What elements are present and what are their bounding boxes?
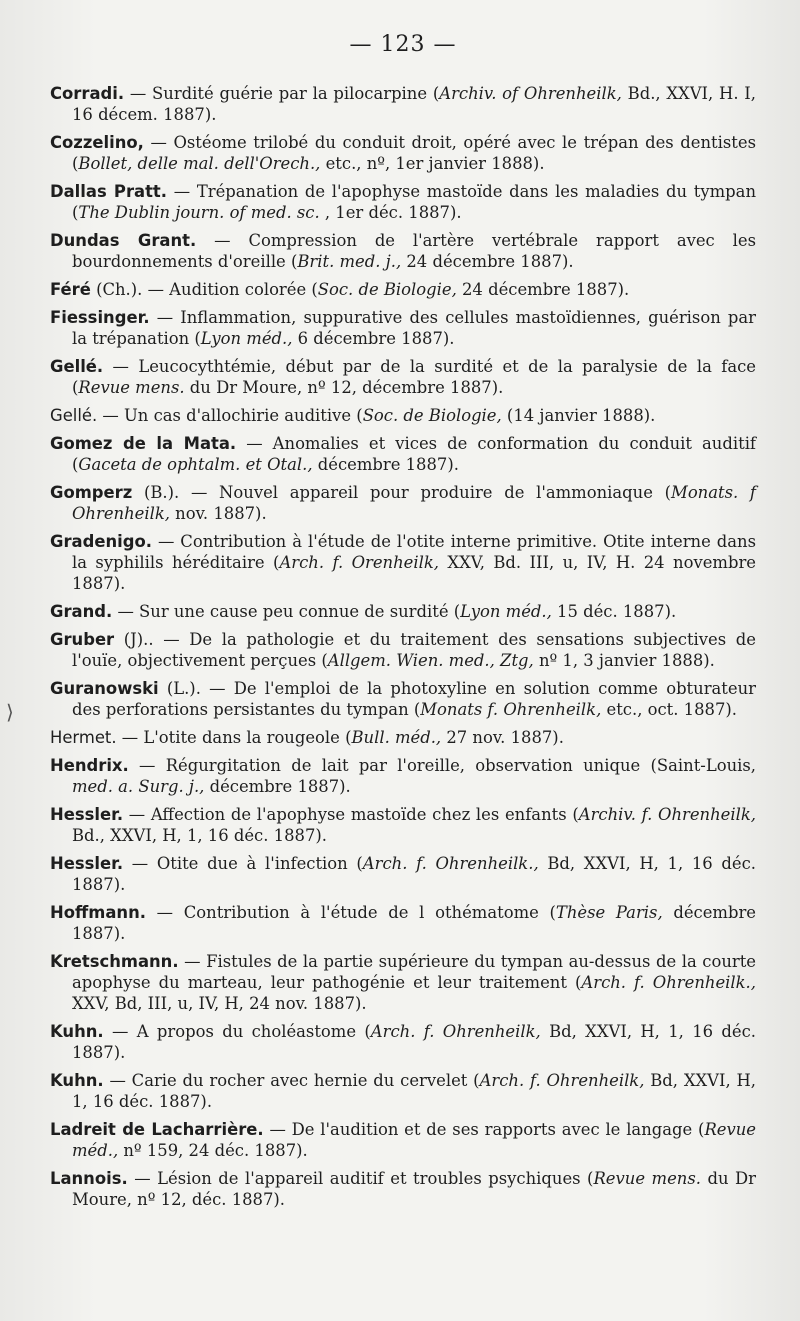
bibliography-entry: [50, 804, 756, 846]
entry-title: — Contribution à l'étude de l othématome (: [145, 903, 556, 922]
entry-author: Gradenigo.: [50, 532, 152, 551]
bibliography-entry: [50, 132, 756, 174]
entry-source: Lyon méd.,: [200, 329, 293, 348]
bibliography-entry: [50, 1070, 756, 1112]
entry-source: Archiv. of Ohrenheilk,: [439, 84, 622, 103]
bibliography-entry: [50, 1021, 756, 1063]
entry-title: — Carie du rocher avec hernie du cervelet (: [103, 1071, 480, 1090]
bibliography-entry: [50, 307, 756, 349]
entry-author: Gruber: [50, 630, 115, 649]
bibliography-entry: [50, 356, 756, 398]
entry-details: 27 nov. 1887).: [441, 728, 564, 747]
entry-source: Arch. f. Ohrenheilk.,: [581, 973, 756, 992]
entry-author: Gellé.: [50, 406, 98, 425]
entry-title: — Régurgitation de lait par l'oreille, observation unique (Saint-Louis,: [128, 756, 756, 775]
bibliography-list: [50, 83, 756, 1210]
entry-author: Kretschmann.: [50, 952, 179, 971]
entry-source: Soc. de Biologie,: [317, 280, 457, 299]
entry-details: etc., nº, 1er janvier 1888).: [320, 154, 545, 173]
entry-author: Dundas Grant.: [50, 231, 197, 250]
entry-details: , 1er déc. 1887).: [319, 203, 462, 222]
bibliography-entry: [50, 83, 756, 125]
entry-details: Bd, XXVI, H, 1, 16 déc. 1887).: [72, 1022, 756, 1062]
entry-details: XXV, Bd. III, u, IV, H. 24 novembre 1887).: [72, 553, 756, 593]
bibliography-entry: [50, 482, 756, 524]
entry-source: Allgem. Wien. med., Ztg,: [327, 651, 534, 670]
entry-title: — Sur une cause peu connue de surdité (: [112, 602, 461, 621]
entry-author: Hessler.: [50, 854, 124, 873]
entry-author: Hendrix.: [50, 756, 129, 775]
bibliography-entry: [50, 1168, 756, 1210]
entry-source: Archiv. f. Ohrenheilk,: [578, 805, 756, 824]
entry-details: Bd., XXVI, H, 1, 16 déc. 1887).: [72, 826, 327, 845]
entry-title: — Lésion de l'appareil auditif et troubles psychiques (: [127, 1169, 594, 1188]
bibliography-entry: [50, 727, 756, 748]
entry-author: Hoffmann.: [50, 903, 146, 922]
entry-details: 6 décembre 1887).: [292, 329, 455, 348]
entry-title: (L.). — De l'emploi de la photoxyline en solution comme obturateur des perforations persistantes du tympan (: [72, 679, 756, 719]
entry-details: nº 1, 3 janvier 1888).: [533, 651, 715, 670]
entry-source: Arch. f. Ohrenheilk,: [370, 1022, 541, 1041]
entry-details: nov. 1887).: [169, 504, 267, 523]
entry-author: Kuhn.: [50, 1071, 104, 1090]
entry-details: Bd., XXVI, H. I, 16 décem. 1887).: [72, 84, 756, 124]
entry-author: Cozzelino,: [50, 133, 144, 152]
bibliography-entry: [50, 531, 756, 594]
bibliography-entry: [50, 902, 756, 944]
entry-author: Gellé.: [50, 357, 104, 376]
entry-source: The Dublin journ. of med. sc.: [78, 203, 320, 222]
bibliography-entry: [50, 181, 756, 223]
entry-details: 24 décembre 1887).: [401, 252, 574, 271]
entry-details: 15 déc. 1887).: [551, 602, 677, 621]
entry-source: Arch. f. Ohrenheilk,: [479, 1071, 645, 1090]
entry-author: Grand.: [50, 602, 113, 621]
entry-source: Bull. méd.,: [351, 728, 442, 747]
entry-title: — A propos du choléastome (: [103, 1022, 371, 1041]
entry-source: Monats f. Ohrenheilk,: [420, 700, 602, 719]
entry-author: Hessler.: [50, 805, 124, 824]
entry-details: décembre 1887).: [72, 903, 757, 943]
entry-title: — Inflammation, suppurative des cellules mastoïdiennes, guérison par la trépanation (: [72, 308, 756, 348]
bibliography-entry: [50, 951, 756, 1014]
bibliography-entry: [50, 629, 756, 671]
page-number: — 123 —: [349, 32, 457, 57]
entry-author: Fiessinger.: [50, 308, 150, 327]
entry-details: Bd, XXVI, H, 1, 16 déc. 1887).: [72, 1071, 756, 1111]
entry-title: — Fistules de la partie supérieure du tympan au-dessus de la courte apophyse du marteau, leur pathogénie et leur traitement (: [72, 952, 756, 992]
entry-author: Gomperz: [50, 483, 133, 502]
entry-source: Revue mens.: [78, 378, 185, 397]
entry-source: Arch. f. Ohrenheilk.,: [362, 854, 539, 873]
entry-author: Gomez de la Mata.: [50, 434, 237, 453]
entry-title: — Anomalies et vices de conformation du conduit auditif (: [72, 434, 756, 474]
bibliography-entry: [50, 601, 756, 622]
entry-details: 24 décembre 1887).: [456, 280, 630, 299]
entry-details: décembre 1887).: [312, 455, 459, 474]
entry-details: du Dr Moure, nº 12, décembre 1887).: [184, 378, 504, 397]
entry-title: — Otite due à l'infection (: [123, 854, 363, 873]
entry-author: Kuhn.: [50, 1022, 104, 1041]
entry-details: nº 159, 24 déc. 1887).: [118, 1141, 308, 1160]
entry-details: (14 janvier 1888).: [501, 406, 656, 425]
entry-details: XXV, Bd, III, u, IV, H, 24 nov. 1887).: [72, 994, 367, 1013]
bibliography-entry: [50, 230, 756, 272]
entry-title: — De l'audition et de ses rapports avec le langage (: [263, 1120, 705, 1139]
bibliography-entry: [50, 279, 756, 300]
entry-title: — Affection de l'apophyse mastoïde chez les enfants (: [123, 805, 579, 824]
entry-title: (Ch.). — Audition colorée (: [90, 280, 318, 299]
bibliography-entry: [50, 853, 756, 895]
entry-title: — Un cas d'allochirie auditive (: [97, 406, 363, 425]
entry-title: — Compression de l'artère vertébrale rapport avec les bourdonnements d'oreille (: [72, 231, 756, 271]
entry-source: Soc. de Biologie,: [362, 406, 502, 425]
entry-author: Dallas Pratt.: [50, 182, 167, 201]
entry-title: — Surdité guérie par la pilocarpine (: [124, 84, 440, 103]
entry-details: du Dr Moure, nº 12, déc. 1887).: [72, 1169, 756, 1209]
entry-title: — Leucocythtémie, début par de la surdité et de la paralysie de la face (: [72, 357, 756, 397]
entry-source: Revue méd.,: [72, 1120, 756, 1160]
bibliography-entry: [50, 405, 756, 426]
entry-author: Féré: [50, 280, 91, 299]
entry-source: Revue mens.: [593, 1169, 701, 1188]
entry-source: Lyon méd.,: [460, 602, 552, 621]
entry-source: Bollet, delle mal. dell'Orech.,: [78, 154, 321, 173]
bibliography-entry: [50, 433, 756, 475]
entry-source: Thèse Paris,: [555, 903, 663, 922]
entry-source: med. a. Surg. j.,: [72, 777, 205, 796]
entry-source: Arch. f. Orenheilk,: [279, 553, 439, 572]
margin-bracket-mark: ⟩: [6, 700, 14, 724]
entry-source: Gaceta de ophtalm. et Otal.,: [78, 455, 313, 474]
entry-details: décembre 1887).: [204, 777, 351, 796]
entry-title: — L'otite dans la rougeole (: [116, 728, 352, 747]
entry-author: Ladreit de Lacharrière.: [50, 1120, 264, 1139]
bibliography-entry: [50, 755, 756, 797]
bibliography-entry: [50, 678, 756, 720]
entry-title: — Trépanation de l'apophyse mastoïde dans les maladies du tympan (: [72, 182, 756, 222]
entry-author: Guranowski: [50, 679, 159, 698]
entry-source: Brit. med. j.,: [297, 252, 402, 271]
bibliography-entry: [50, 1119, 756, 1161]
entry-author: Hermet.: [50, 728, 117, 747]
entry-title: (J).. — De la pathologie et du traitement des sensations subjectives de l'ouïe, objectivement perçues (: [72, 630, 756, 670]
entry-author: Corradi.: [50, 84, 125, 103]
entry-author: Lannois.: [50, 1169, 128, 1188]
entry-source: Monats. f Ohrenheilk,: [72, 483, 757, 523]
entry-details: Bd, XXVI, H, 1, 16 déc. 1887).: [72, 854, 756, 894]
entry-title: — Contribution à l'étude de l'otite interne primitive. Otite interne dans la syphilils héréditaire (: [72, 532, 756, 572]
entry-title: — Ostéome trilobé du conduit droit, opéré avec le trépan des dentistes (: [72, 133, 756, 173]
entry-details: etc., oct. 1887).: [601, 700, 737, 719]
entry-title: (B.). — Nouvel appareil pour produire de l'ammoniaque (: [132, 483, 672, 502]
